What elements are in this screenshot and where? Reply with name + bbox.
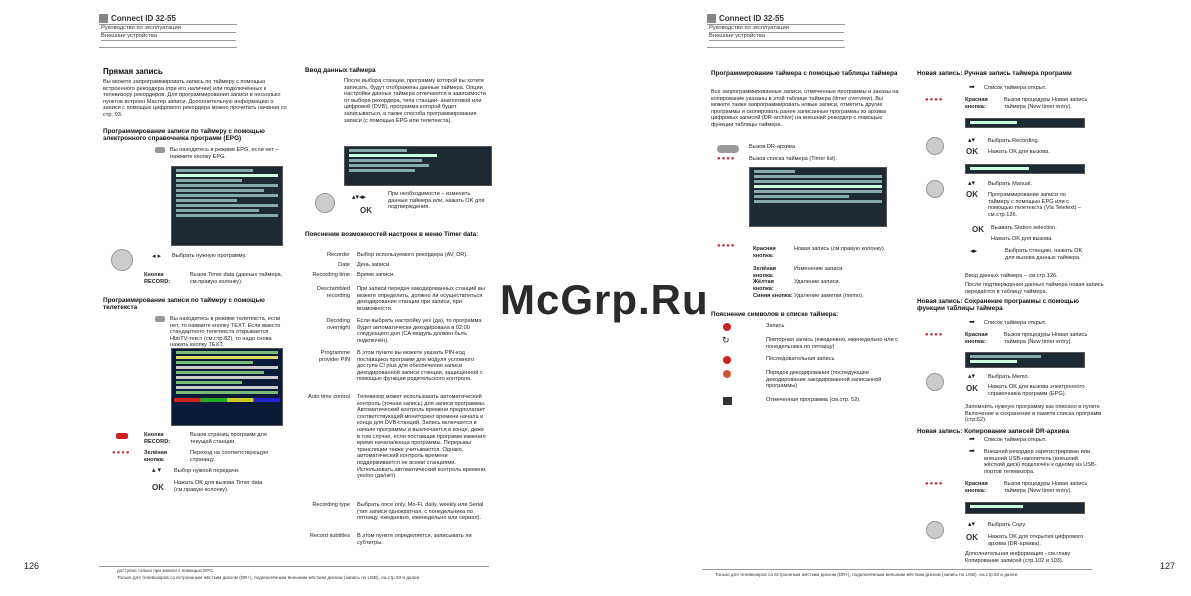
- remote-dpad-icon: [926, 521, 944, 539]
- row-text: Телевизор может использовать автоматический контроль (точная запись) для записи программы. Автоматический контроль времени предполагает соответствующий мониторинг времени начала и конца для DVB-станций. Запись включается в начале программы и выключается в конце, даже в том случае, если поставщик программ изменил время начала/конца программы. Перерывы трансляции также учитываются. Однако, автоматический контроль времени поддерживается не всеми станциями. Использовать автоматический контроль времени, yes/no (да/нет).: [357, 394, 487, 480]
- symbol-text: Отмеченная программа (см.стр. 52).: [766, 397, 861, 403]
- memo-bar-screenshot: [965, 352, 1085, 368]
- header-sub1: Руководство по эксплуатации: [101, 25, 236, 33]
- copy-bar-screenshot: [965, 502, 1085, 514]
- key-text: Новая запись (см.правую колонку).: [794, 246, 886, 252]
- color-keys-icon: ●●●●: [925, 97, 944, 103]
- remote-dpad-icon: [926, 180, 944, 198]
- row-label: Recorder: [326, 252, 350, 258]
- new1-step10: После подтверждения данных таймера новая запись передаётся в таблицу таймера.: [965, 282, 1104, 295]
- arrow-up-down-icon: ▴▾: [968, 180, 976, 187]
- epg-step1: Вы находитесь в режиме EPG, если нет – нажмите кнопку EPG.: [170, 147, 279, 160]
- new1-step2: Выбрать Recording.: [988, 138, 1040, 144]
- new2-step3: Нажать OK для вызова электронного справочника программ (EPG).: [988, 384, 1085, 397]
- symbol-text: Порядок декодирования (последующее декодирование закодированной записанной программы): [766, 370, 882, 390]
- timer-data-step: При необходимости – изменить данные таймера или, нажать OK для подтверждения.: [388, 191, 485, 211]
- ok-icon: OK: [972, 225, 984, 234]
- row-label: Descrambled recording: [317, 286, 350, 299]
- arrow-right-icon: ➡: [969, 448, 975, 455]
- row-text: Выбрать once only, Mo-Fi, daily, weekly или Serial (тип записи однократная, с понедельника по пятницу, ежедневно, еженедельно или сериал).: [357, 502, 484, 522]
- row-text: В этом пункте вы можете указать PIN-код поставщика программ для модуля условного доступа CI plus для обеспечения записи декодированной записи станции, защищённой с помощью функции родительского контроля.: [357, 350, 483, 383]
- new3-step5: Дополнительная информация - см.главу Копирование записей (стр.102 и 103).: [965, 551, 1071, 564]
- page-number: 126: [24, 561, 40, 571]
- timer-data-title: Ввод данных таймера: [305, 67, 376, 74]
- ok-icon: OK: [966, 533, 978, 542]
- new1-step1: Список таймера открыт.: [984, 85, 1047, 91]
- timer-data-intro: После выбора станции, программу которой вы хотите записать, будут отображены данные таймера. Опции настройки данных таймера отличаются в зависимости от выбора рекордера, типа станции- аналоговой или цифровой (DVB), программа которой будет записываться, а также способа программирования записи (с помощью EPG или телетекста).: [344, 78, 486, 124]
- text-button-icon: [155, 316, 165, 322]
- footnote-rule: [99, 566, 489, 567]
- header-square-icon: [707, 14, 716, 23]
- row-label: Record subtitles: [309, 533, 350, 539]
- footnote: Только для телевизоров со встроенным жёстким диском (DR+), подключённым внешним жёстким диском (запись по USB), см.стр.93 и далее.: [715, 572, 1019, 577]
- series-symbol-icon: [723, 356, 731, 364]
- epg-step2: Выбрать нужную программу.: [172, 253, 247, 259]
- new1-step4: Выбрать Manual.: [988, 181, 1032, 187]
- page-number: 127: [1160, 561, 1176, 571]
- row-text: День записи.: [357, 262, 391, 268]
- new1-step5: Программирование записи по таймеру с помощью EPG или с помощью телетекста (Via Teletext) – см.стр.126.: [988, 192, 1082, 218]
- new1-step8: Выбрать станцию, нажать OK для вызова данных таймера.: [1005, 248, 1083, 261]
- ok-icon: OK: [966, 147, 978, 156]
- watermark: McGrp.Ru: [500, 276, 709, 323]
- epg-screenshot: [171, 166, 283, 246]
- row-label: Decoding overnight: [326, 318, 350, 331]
- new1-step6: Вызвать Station selection.: [991, 225, 1057, 231]
- new2-step2: Выбрать Memo.: [988, 374, 1030, 380]
- new2-step4: Запомнить нужную программу как описано в пункте Включение и сохранение в памяти списка программ (стр.52).: [965, 404, 1102, 424]
- marked-symbol-icon: [723, 397, 732, 405]
- repeat-symbol-icon: ↻: [722, 335, 730, 345]
- arrow-keys-icon: ◂▸: [970, 248, 978, 255]
- teletext-btn1-label: Кнопка RECORD:: [144, 432, 171, 445]
- teletext-screenshot: [171, 348, 283, 426]
- new-entry-bar-screenshot: [965, 118, 1085, 128]
- new3-red-text: Вызов процедуры Новая запись таймера (New timer entry).: [1004, 481, 1088, 494]
- symbol-text: Последовательная запись: [766, 356, 835, 362]
- record-button-icon: [116, 433, 128, 439]
- arrow-right-icon: ➡: [969, 436, 975, 443]
- key-label: Жёлтая кнопка:: [753, 279, 774, 292]
- new3-step2: Внешний рекордер зарегистрирован или внешний USB-накопитель (внешний жёсткий диск) подключён к одному из USB-портов телевизора.: [984, 449, 1097, 475]
- explain-title: Пояснение возможностей настроек в меню Timer data:: [305, 231, 479, 238]
- header-rule: [99, 47, 237, 48]
- ok-icon: OK: [152, 483, 164, 492]
- symbol-text: Повторная запись (ежедневно, еженедельно или с понедельника по пятницу): [766, 337, 898, 350]
- epg-button-icon: [155, 147, 165, 153]
- teletext-btn2-text: Переход на соответствующую страницу.: [190, 450, 269, 463]
- epg-button-label: Кнопка RECORD:: [144, 272, 171, 285]
- symbols-title: Пояснение символов в списке таймера:: [711, 311, 839, 318]
- row-label: Recording time: [312, 272, 350, 278]
- new1-step7: Нажать OK для вызова.: [991, 236, 1053, 242]
- ok-icon: OK: [966, 384, 978, 393]
- footnote-rule: [702, 569, 1092, 570]
- arrow-up-down-icon: ▴▾: [968, 137, 976, 144]
- row-text: Если выбрать настройку yes (да), то программа будет автоматически декодирована в 02:00 следующего дня (CA-модуль должен быть подключён).: [357, 318, 482, 344]
- header-rule: [707, 47, 845, 48]
- new1-step3: Нажать OK для вызова.: [988, 149, 1050, 155]
- arrow-left-right-icon: ◂ ▸: [152, 253, 161, 260]
- dr-archive-button-icon: [717, 145, 739, 153]
- new1-red-text: Вызов процедуры Новая запись таймера (New timer entry).: [1004, 97, 1088, 110]
- color-keys-icon: ●●●●: [717, 156, 736, 162]
- timer-table-title: Программирование таймера с помощью таблицы таймера: [711, 70, 898, 77]
- footnote-1: доступно только при записи с помощью EPG.: [117, 568, 215, 573]
- teletext-step3: Нажать OK для вызова Timer data (см.правую колонку).: [174, 480, 263, 493]
- new2-red-text: Вызов процедуры Новая запись таймера (New timer entry).: [1004, 332, 1088, 345]
- ok-icon: OK: [360, 206, 372, 215]
- intro-text: Вы можете запрограммировать запись по таймеру с помощью встроенного рекордера (при его наличии) или подключённых к телевизору рекордеров. Для программирования записи в несколько пунктов встроен Мастер записи. Дополнительную информацию о записи с помощью цифрового рекордера можно прочитать начиная со стр. 93.: [103, 79, 287, 118]
- new1-title: Новая запись: Ручная запись таймера программ: [917, 70, 1072, 77]
- remote-dpad-icon: [926, 137, 944, 155]
- key-label: Зелёная кнопка:: [753, 266, 777, 279]
- record-symbol-icon: [723, 323, 731, 331]
- timer-table-step2: Вызов списка таймера (Timer list).: [749, 156, 838, 162]
- key-text: Удаление записи.: [794, 279, 841, 285]
- arrow-up-down-icon: ▴▾: [968, 373, 976, 380]
- teletext-step1: Вы находитесь в режиме телетекста, если нет, то нажмите кнопку TEXT. Если вместо стандартного телетекста открывается HbbTV-текст (см.стр.82), то надо снова нажать кнопку TEXT.: [170, 316, 281, 349]
- timer-list-screenshot: [749, 167, 887, 227]
- remote-dpad-icon: [315, 193, 335, 213]
- key-text: Изменение записи.: [794, 266, 844, 272]
- row-text: Выбор используемого рекордера (AV, DR).: [357, 252, 468, 258]
- new1-red-label: Красная кнопка:: [965, 97, 988, 110]
- teletext-section-title: Программирование записи по таймеру с помощью телетекста: [103, 297, 265, 312]
- footnote-2: Только для телевизоров со встроенным жёстким диском (DR+), подключённым внешним жёстким диском (запись по USB), см.стр.93 и далее.: [117, 575, 421, 580]
- row-text: В этом пункте определяется, записывать ли субтитры.: [357, 533, 472, 546]
- color-keys-icon: ●●●●: [112, 450, 131, 456]
- header-title: Connect ID 32-55: [719, 14, 784, 23]
- teletext-step2: Выбор нужной передачи.: [174, 468, 240, 474]
- timer-table-intro: Все запрограммированные записи, отмеченные программы и заказы на копирование указаны в этой таблице таймера (timer overview). Вы можете также запрограммировать новые записи, отметить другие программы и скопировать ранее записанные программы из архива цифровых записей (DR-archive) на внешний рекордер с помощью функции таблицы таймера.: [711, 89, 899, 128]
- row-label: Recording type: [312, 502, 350, 508]
- color-keys-icon: ●●●●: [717, 243, 736, 249]
- row-label: Date: [338, 262, 350, 268]
- key-text: Удаление заметки (memo).: [794, 293, 864, 299]
- header-sub2: Внешние устройства: [709, 33, 844, 41]
- arrow-right-icon: ➡: [969, 319, 975, 326]
- new1-step9: Ввод данных таймера – см.стр.126.: [965, 273, 1058, 279]
- remote-dpad-icon: [926, 373, 944, 391]
- header-sub1: Руководство по эксплуатации: [709, 25, 844, 33]
- row-label: Auto time control: [308, 394, 350, 400]
- new2-step1: Список таймера открыт.: [984, 320, 1047, 326]
- epg-section-title: Программирование записи по таймеру с помощью электронного справочника программ (EPG): [103, 128, 265, 143]
- row-label: Programme provider PIN: [318, 350, 350, 363]
- row-text: Время записи.: [357, 272, 395, 278]
- new3-red-label: Красная кнопка:: [965, 481, 988, 494]
- page-title: Прямая запись: [103, 67, 163, 76]
- teletext-btn1-text: Вызов страниц программ для текущей станции.: [190, 432, 267, 445]
- row-text: При записи передач закодированных станций вы можете определить, должно ли осуществляться декодирование станции при записи, при возможности.: [357, 286, 485, 312]
- new2-title: Новая запись: Сохранение программы с помощью функции таблицы таймера: [917, 298, 1079, 313]
- arrow-up-down-icon: ▴ ▾: [152, 467, 161, 474]
- decode-symbol-icon: [723, 370, 731, 378]
- color-keys-icon: ●●●●: [925, 481, 944, 487]
- timer-table-step1: Вызов DR-архива: [749, 144, 795, 150]
- new2-red-label: Красная кнопка:: [965, 332, 988, 345]
- epg-button-text: Вызов Timer data (данных таймера, см.правую колонку).: [190, 272, 283, 285]
- arrow-right-icon: ➡: [969, 84, 975, 91]
- header-title: Connect ID 32-55: [111, 14, 176, 23]
- header-sub2: Внешние устройства: [101, 33, 236, 41]
- new3-step3: Выбрать Copy.: [988, 522, 1027, 528]
- arrow-up-down-icon: ▴▾: [968, 521, 976, 528]
- new3-step1: Список таймера открыт.: [984, 437, 1047, 443]
- key-label: Синяя кнопка:: [753, 293, 793, 299]
- header-square-icon: [99, 14, 108, 23]
- ok-icon: OK: [966, 190, 978, 199]
- timer-data-screenshot: [344, 146, 492, 186]
- arrow-keys-icon: ▴▾◂▸: [352, 194, 367, 201]
- color-keys-icon: ●●●●: [925, 332, 944, 338]
- teletext-btn2-label: Зелёная кнопка:: [144, 450, 168, 463]
- key-label: Красная кнопка:: [753, 246, 776, 259]
- symbol-text: Запись: [766, 323, 785, 329]
- recording-bar-screenshot: [965, 164, 1085, 174]
- new3-title: Новая запись: Копирование записей DR-архива: [917, 428, 1070, 435]
- remote-dpad-icon: [111, 249, 133, 271]
- new3-step4: Нажать OK для открытия цифрового архива (DR-архива).: [988, 534, 1084, 547]
